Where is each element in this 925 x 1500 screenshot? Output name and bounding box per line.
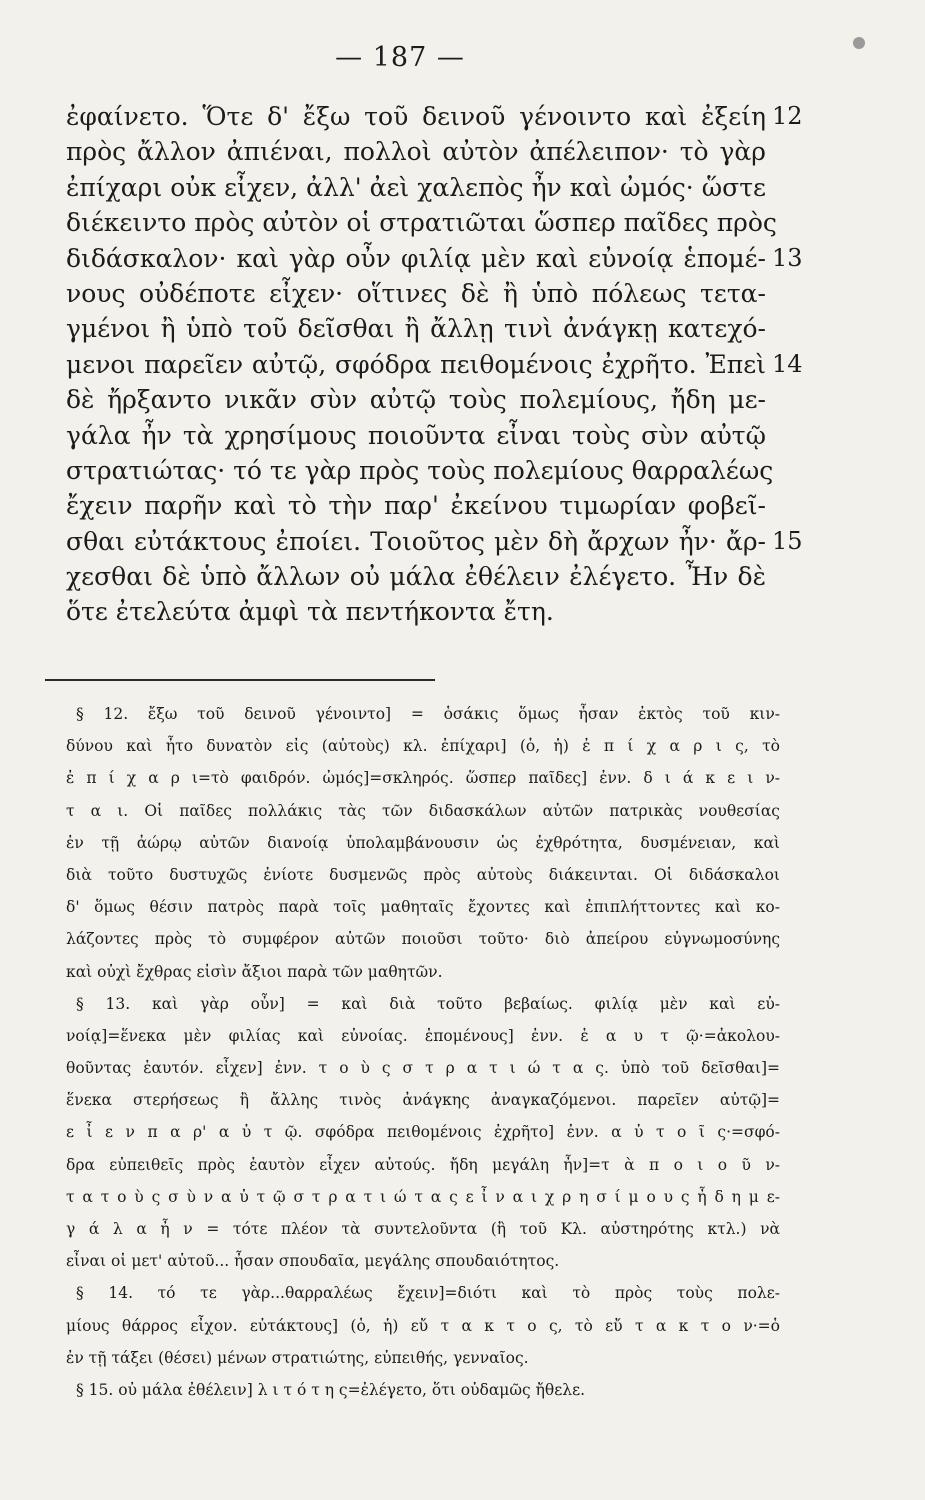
- main-text-line: ἐπίχαρι οὐκ εἶχεν, ἀλλ' ἀεὶ χαλεπὸς ἦν καὶ ὠμός· ὥστε: [66, 172, 766, 202]
- main-text-line: διέκειντο πρὸς αὐτὸν οἱ στρατιῶται ὥσπερ παῖδες πρὸς: [66, 208, 777, 238]
- note-line: νοίᾳ]=ἕνεκα μὲν φιλίας καὶ εὐνοίας. ἑπομένους] ἐνν. ἑ α υ τ ῷ·=ἀκολου-: [66, 1026, 780, 1045]
- page-number: — 187 —: [335, 42, 465, 73]
- main-text-line: χεσθαι δὲ ὑπὸ ἄλλων οὐ μάλα ἐθέλειν ἐλέγετο. Ἦν δὲ: [66, 562, 766, 592]
- note-line: διὰ τοῦτο δυστυχῶς ἐνίοτε δυσμενῶς πρὸς αὐτοὺς διάκεινται. Οἱ διδάσκαλοι: [66, 865, 780, 884]
- main-text-line: γμένοι ἢ ὑπὸ τοῦ δεῖσθαι ἢ ἄλλῃ τινὶ ἀνάγκῃ κατεχό-: [66, 314, 766, 344]
- main-text: [66, 99, 777, 630]
- note-line: καὶ οὐχὶ ἔχθρας εἰσὶν ἄξιοι παρὰ τῶν μαθητῶν.: [66, 962, 443, 981]
- note-line: δρα εὐπειθεῖς πρὸς ἑαυτὸν εἶχεν αὐτούς. ἤδη μεγάλη ἦν]=τ ὰ π ο ι ο ῦ ν-: [66, 1155, 780, 1174]
- main-text-line: στρατιώτας· τό τε γὰρ πρὸς τοὺς πολεμίους θαρραλέως: [66, 455, 774, 485]
- note-line: § 13. καὶ γὰρ οὖν] = καὶ διὰ τοῦτο βεβαίως. φιλίᾳ μὲν καὶ εὐ-: [76, 994, 780, 1013]
- main-text-line: διδάσκαλον· καὶ γὰρ οὖν φιλίᾳ μὲν καὶ εὐνοίᾳ ἑπομέ-: [66, 243, 766, 273]
- note-line: ε ἶ ε ν π α ρ' α ὐ τ ῷ. σφόδρα πειθομένοις ἐχρῆτο] ἐνν. α ὐ τ ο ῖ ς·=σφό-: [66, 1123, 780, 1142]
- note-line: θοῦντας ἑαυτόν. εἶχεν] ἐνν. τ ο ὺ ς σ τ ρ α τ ι ώ τ α ς. ὑπὸ τοῦ δεῖσθαι]=: [66, 1059, 780, 1078]
- main-text-line: πρὸς ἄλλον ἀπιέναι, πολλοὶ αὐτὸν ἀπέλειπον· τὸ γὰρ: [66, 137, 766, 167]
- note-line: γ ά λ α ἦ ν = τότε πλέον τὰ συντελοῦντα (ἢ τοῦ Κλ. αὐστηρότης κτλ.) νὰ: [66, 1220, 780, 1238]
- note-line: δύνου καὶ ἦτο δυνατὸν εἰς (αὐτοὺς) κλ. ἐπίχαρι] (ὁ, ἡ) ἐ π ί χ α ρ ι ς, τὸ: [66, 737, 780, 756]
- footnote-rule: [45, 679, 435, 681]
- corner-dot: [853, 37, 865, 49]
- note-line: τ α τ ο ὺ ς σ ὺ ν α ὐ τ ῷ σ τ ρ α τ ι ώ τ α ς ε ἶ ν α ι χ ρ η σ ί μ ο υ ς ἦ δ η μ ε-: [66, 1187, 780, 1206]
- note-line: ἐ π ί χ α ρ ι=τὸ φαιδρόν. ὠμός]=σκληρός. ὥσπερ παῖδες] ἐνν. δ ι ά κ ε ι ν-: [66, 769, 780, 788]
- note-line: μίους θάρρος εἶχον. εὐτάκτους] (ὁ, ἡ) εὔ τ α κ τ ο ς, τὸ εὔ τ α κ τ ο ν·=ὁ: [66, 1316, 780, 1335]
- main-text-line: νους οὐδέποτε εἶχεν· οἵτινες δὲ ἢ ὑπὸ πόλεως τετα-: [66, 278, 766, 308]
- section-number: 12: [772, 102, 803, 130]
- main-text-line: δὲ ἤρξαντο νικᾶν σὺν αὐτῷ τοὺς πολεμίους, ἤδη με-: [66, 385, 766, 415]
- note-line: εἶναι οἱ μετ' αὐτοῦ... ἦσαν σπουδαῖα, μεγάλης σπουδαιότητος.: [66, 1252, 560, 1271]
- note-line: λάζοντες πρὸς τὸ συμφέρον αὐτῶν ποιοῦσι τοῦτο· διὸ ἀπείρου εὐγνωμοσύνης: [66, 930, 780, 949]
- main-text-line: ἔχειν παρῆν καὶ τὸ τὴν παρ' ἐκείνου τιμωρίαν φοβεῖ-: [66, 491, 766, 521]
- note-line: ἐν τῇ τάξει (θέσει) μένων στρατιώτης, εὐπειθής, γενναῖος.: [66, 1348, 529, 1367]
- note-line: § 12. ἔξω τοῦ δεινοῦ γένοιντο] = ὁσάκις ὅμως ἦσαν ἐκτὸς τοῦ κιν-: [76, 705, 780, 723]
- section-number: 13: [772, 243, 803, 272]
- main-text-line: μενοι παρεῖεν αὐτῷ, σφόδρα πειθομένοις ἐχρῆτο. Ἐπεὶ: [66, 349, 766, 379]
- note-line: § 14. τό τε γὰρ...θαρραλέως ἔχειν]=διότι καὶ τὸ πρὸς τοὺς πολε-: [76, 1284, 780, 1303]
- main-text-line: ὅτε ἐτελεύτα ἀμφὶ τὰ πεντήκοντα ἔτη.: [66, 597, 554, 627]
- note-line: § 15. οὐ μάλα ἐθέλειν] λ ι τ ό τ η ς=ἐλέγετο, ὅτι οὐδαμῶς ἤθελε.: [76, 1380, 586, 1399]
- main-text-line: ἐφαίνετο. Ὅτε δ' ἔξω τοῦ δεινοῦ γένοιντο καὶ ἐξείη: [66, 102, 766, 131]
- main-text-line: γάλα ἦν τὰ χρησίμους ποιοῦντα εἶναι τοὺς σὺν αὐτῷ: [66, 420, 766, 450]
- section-number: 14: [772, 349, 803, 378]
- section-number: 15: [772, 526, 803, 555]
- note-line: δ' ὅμως θέσιν πατρὸς παρὰ τοῖς μαθηταῖς ἔχοντες καὶ ἐπιπλήττοντες καὶ κο-: [66, 898, 780, 917]
- commentary-notes: [66, 698, 780, 1406]
- note-line: ἕνεκα στερήσεως ἢ ἄλλης τινὸς ἀνάγκης ἀναγκαζόμενοι. παρεῖεν αὐτῷ]=: [66, 1091, 780, 1110]
- note-line: ἐν τῇ ἀώρῳ αὐτῶν διανοίᾳ ὑπολαμβάνουσιν ὡς ἐχθρότητα, δυσμένειαν, καὶ: [66, 833, 780, 852]
- main-text-line: σθαι εὐτάκτους ἐποίει. Τοιοῦτος μὲν δὴ ἄρχων ἦν· ἄρ-: [66, 526, 766, 556]
- note-line: τ α ι. Οἱ παῖδες πολλάκις τὰς τῶν διδασκάλων αὐτῶν πατρικὰς νουθεσίας: [66, 801, 780, 820]
